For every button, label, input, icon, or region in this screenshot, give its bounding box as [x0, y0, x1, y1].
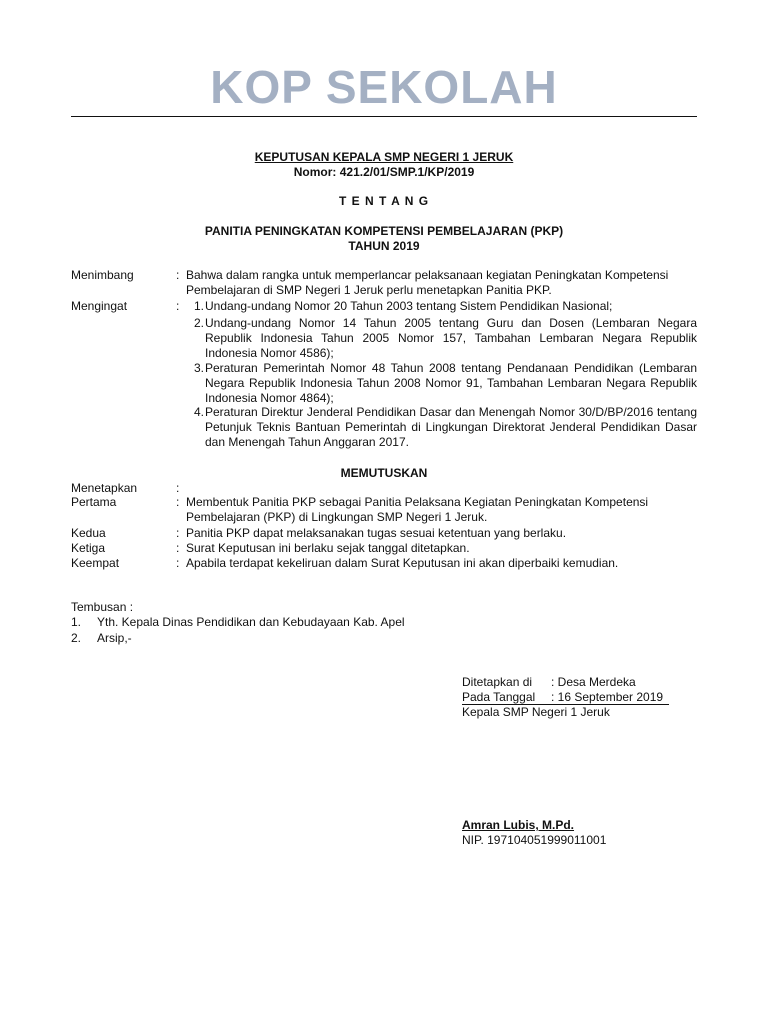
colon: : [176, 495, 180, 509]
third-label: Ketiga [71, 541, 106, 555]
considering-label: Menimbang [71, 268, 134, 282]
first-label: Pertama [71, 495, 117, 509]
second-decision: Panitia PKP dapat melaksanakan tugas sesuai ketentuan yang berlaku. [186, 526, 567, 540]
decide-heading: MEMUTUSKAN [340, 466, 428, 480]
colon: : [176, 556, 180, 570]
recalling-item-number: 4. [193, 405, 204, 419]
date-value: : 16 September 2019 [551, 690, 664, 704]
signer-name: Amran Lubis, M.Pd. [462, 818, 575, 832]
colon: : [176, 481, 180, 495]
recalling-item-number: 1. [193, 299, 204, 313]
recalling-item: Undang-undang Nomor 20 Tahun 2003 tentang Sistem Pendidikan Nasional; [205, 299, 613, 313]
colon: : [176, 268, 180, 282]
considering-line-1: Bahwa dalam rangka untuk memperlancar pelaksanaan kegiatan Peningkatan Kompetensi [186, 268, 669, 282]
signer-position: Kepala SMP Negeri 1 Jeruk [462, 705, 610, 719]
recalling-item-number: 3. [193, 361, 204, 375]
subject-line-2: TAHUN 2019 [348, 239, 420, 253]
first-decision-line-2: Pembelajaran (PKP) di Lingkungan SMP Negeri 1 Jeruk. [186, 510, 488, 524]
copies-item: Yth. Kepala Dinas Pendidikan dan Kebudayaan Kab. Apel [97, 615, 405, 629]
third-decision: Surat Keputusan ini berlaku sejak tanggal ditetapkan. [186, 541, 470, 555]
fourth-label: Keempat [71, 556, 120, 570]
second-label: Kedua [71, 526, 106, 540]
decree-title: KEPUTUSAN KEPALA SMP NEGERI 1 JERUK [254, 150, 514, 164]
colon: : [176, 526, 180, 540]
first-decision-line-1: Membentuk Panitia PKP sebagai Panitia Pelaksana Kegiatan Peningkatan Kompetensi [186, 495, 649, 509]
colon: : [176, 541, 180, 555]
considering-line-2: Pembelajaran di SMP Negeri 1 Jeruk perlu menetapkan Panitia PKP. [186, 283, 552, 297]
recalling-item-number: 2. [193, 316, 204, 330]
signer-nip: NIP. 197104051999011001 [462, 833, 607, 847]
copies-item-number: 1. [71, 615, 82, 629]
place-label: Ditetapkan di [462, 675, 533, 689]
recalling-label: Mengingat [71, 299, 128, 313]
date-label: Pada Tanggal [462, 690, 536, 704]
decree-number: Nomor: 421.2/01/SMP.1/KP/2019 [293, 165, 475, 179]
recalling-item: Peraturan Direktur Jenderal Pendidikan Dasar dan Menengah Nomor 30/D/BP/2016 tentang Petunjuk Teknis Bantuan Pemerintah di Lingkungan Direktorat Jenderal Pendidikan Dasar dan Menengah Tahun Anggaran 2017. [205, 405, 697, 449]
recalling-item: Undang-undang Nomor 14 Tahun 2005 tentang Guru dan Dosen (Lembaran Negara Republik Indonesia Tahun 2005 Nomor 157, Tambahan Lembaran Negara Republik Indonesia Nomor 4586); [205, 316, 697, 360]
about-heading: T E N T A N G [338, 194, 430, 208]
letterhead-divider [71, 116, 697, 117]
colon: : [176, 299, 180, 313]
fourth-decision: Apabila terdapat kekeliruan dalam Surat Keputusan ini akan diperbaiki kemudian. [186, 556, 619, 570]
copies-label: Tembusan : [71, 600, 134, 614]
establish-label: Menetapkan [71, 481, 138, 495]
recalling-item: Peraturan Pemerintah Nomor 48 Tahun 2008 tentang Pendanaan Pendidikan (Lembaran Negara Republik Indonesia Tahun 2008 Nomor 91, Tambahan Lembaran Negara Republik Indonesia Nomor 4864); [205, 361, 697, 405]
place-value: : Desa Merdeka [551, 675, 636, 689]
copies-item: Arsip,- [97, 631, 132, 645]
letterhead-title: KOP SEKOLAH [210, 61, 558, 113]
copies-item-number: 2. [71, 631, 82, 645]
subject-line-1: PANITIA PENINGKATAN KOMPETENSI PEMBELAJARAN (PKP) [204, 224, 564, 238]
